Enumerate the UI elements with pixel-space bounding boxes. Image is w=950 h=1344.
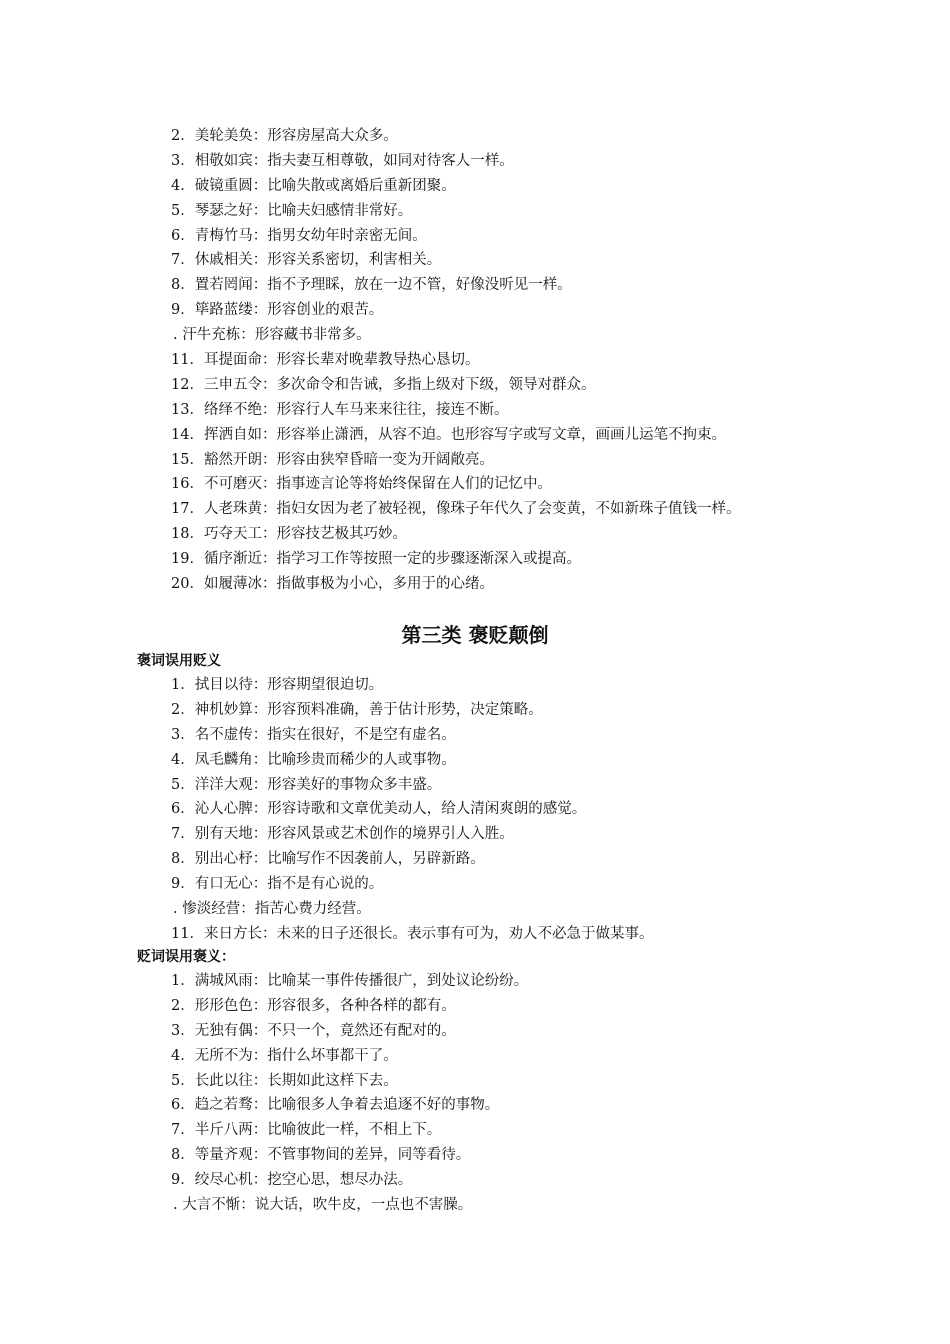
list-item: [0, 1093, 950, 1118]
colon-separator: ：: [252, 851, 268, 868]
item-number: 3．: [171, 152, 195, 169]
idiom-term: 挥洒自如: [203, 426, 262, 443]
list-item: [0, 174, 950, 199]
item-number: 4．: [171, 751, 195, 768]
colon-separator: ：: [252, 1172, 268, 1189]
idiom-definition: 形容美好的事物众多丰盛。: [267, 776, 442, 793]
item-number: 7．: [171, 826, 195, 843]
list-item: [0, 773, 950, 798]
idiom-term: 惨淡经营: [182, 901, 241, 918]
item-number: 6．: [171, 1097, 195, 1114]
idiom-definition: 形容创业的艰苦。: [267, 302, 384, 319]
idiom-definition: 长期如此这样下去。: [267, 1072, 398, 1089]
subheading-blame-as-praise: 贬词误用褒义：: [137, 949, 235, 965]
idiom-term: 别有天地: [194, 826, 253, 843]
list-item: [0, 797, 950, 822]
list-item: [0, 149, 950, 174]
idiom-definition: 形容房屋高大众多。: [267, 128, 398, 144]
idiom-definition: 指妇女因为老了被轻视，像珠子年代久了会变黄，不如新珠子值钱一样。: [276, 501, 741, 518]
list-item: [0, 248, 950, 273]
list-item: [0, 497, 950, 522]
idiom-term: 破镜重圆: [194, 177, 253, 194]
idiom-definition: 比喻彼此一样，不相上下。: [267, 1122, 442, 1139]
colon-separator: ：: [261, 526, 277, 543]
idiom-term: 形形色色: [194, 997, 253, 1014]
list-item: [0, 348, 950, 373]
idiom-term: 循序渐近: [203, 551, 262, 568]
idiom-term: 耳提面命: [203, 352, 262, 369]
item-number: 18．: [171, 526, 204, 543]
colon-separator: ：: [252, 1147, 268, 1164]
item-number: 11．: [171, 925, 204, 942]
idiom-definition: 比喻失散或离婚后重新团聚。: [267, 177, 456, 194]
colon-separator: ：: [252, 302, 268, 319]
idiom-term: 洋洋大观: [194, 776, 253, 793]
idiom-definition: 指什么坏事都干了。: [267, 1047, 398, 1064]
idiom-term: 沁人心脾: [194, 801, 253, 818]
list-item: [0, 723, 950, 748]
idiom-term: 休戚相关: [194, 252, 253, 269]
idiom-term: 人老珠黄: [203, 501, 262, 518]
list-item: [0, 398, 950, 423]
colon-separator: ：: [252, 1097, 268, 1114]
idiom-term: 来日方长: [203, 925, 262, 942]
idiom-definition: 指学习工作等按照一定的步骤逐渐深入或提高。: [276, 551, 581, 568]
colon-separator: ：: [261, 476, 277, 493]
idiom-term: 络绎不绝: [203, 401, 262, 418]
list-item: [0, 423, 950, 448]
idiom-term: 不可磨灭: [203, 476, 262, 493]
colon-separator: ：: [252, 252, 268, 269]
colon-separator: ：: [252, 973, 268, 989]
colon-separator: ：: [261, 451, 277, 468]
list-item: [0, 698, 950, 723]
colon-separator: ：: [252, 677, 268, 693]
colon-separator: ：: [240, 327, 255, 344]
item-number: 1．: [171, 677, 195, 693]
idiom-definition: 比喻写作不因袭前人，另辟新路。: [267, 851, 485, 868]
list-item: [0, 1168, 950, 1193]
idiom-definition: 形容行人车马来来往往，接连不断。: [276, 401, 509, 418]
idiom-term: 神机妙算: [194, 701, 253, 718]
idiom-term: 相敬如宾: [194, 152, 253, 169]
idiom-definition: 形容关系密切，利害相关。: [267, 252, 442, 269]
colon-separator: ：: [261, 426, 277, 443]
idiom-term: 无独有偶: [194, 1022, 253, 1039]
idiom-definition: 未来的日子还很长。表示事有可为，劝人不必急于做某事。: [276, 925, 654, 942]
list-item: [0, 822, 950, 847]
item-number: 9．: [171, 302, 195, 319]
idiom-term: 拭目以待: [194, 677, 253, 693]
list-item: [0, 522, 950, 547]
idiom-term: 筚路蓝缕: [194, 302, 253, 319]
item-number: 2．: [171, 997, 195, 1014]
item-number: 11．: [171, 352, 204, 369]
item-number: 15．: [171, 451, 204, 468]
idiom-definition: 不管事物间的差异，同等看待。: [267, 1147, 471, 1164]
list-item: [0, 1069, 950, 1094]
colon-separator: ：: [252, 701, 268, 718]
item-number: 9．: [171, 1172, 195, 1189]
idiom-definition: 指苦心费力经营。: [254, 901, 371, 918]
item-number: 1．: [171, 973, 195, 989]
item-number: 4．: [171, 1047, 195, 1064]
idiom-definition: 形容风景或艺术创作的境界引人入胜。: [267, 826, 514, 843]
colon-separator: ：: [252, 751, 268, 768]
idiom-definition: 指实在很好，不是空有虚名。: [267, 726, 456, 743]
idiom-term: 长此以往: [194, 1072, 253, 1089]
list-item: [0, 1193, 950, 1218]
item-number: 4．: [171, 177, 195, 194]
idiom-definition: 形容预料准确，善于估计形势，决定策略。: [267, 701, 543, 718]
idiom-term: 别出心杼: [194, 851, 253, 868]
idiom-term: 无所不为: [194, 1047, 253, 1064]
colon-separator: ：: [261, 576, 277, 593]
item-number: 14．: [171, 426, 204, 443]
item-number: 17．: [171, 501, 204, 518]
idiom-term: 琴瑟之好: [194, 202, 253, 219]
item-number: 16．: [171, 476, 204, 493]
colon-separator: ：: [252, 997, 268, 1014]
list-item: [0, 472, 950, 497]
list-item: [0, 547, 950, 572]
idiom-definition: 指夫妻互相尊敬，如同对待客人一样。: [267, 152, 514, 169]
colon-separator: ：: [261, 376, 277, 393]
item-number: 6．: [171, 227, 195, 244]
list-item: [0, 1143, 950, 1168]
item-number: 5．: [171, 202, 195, 219]
idiom-term: 趋之若骛: [194, 1097, 253, 1114]
list-item: [0, 448, 950, 473]
colon-separator: ：: [252, 152, 268, 169]
idiom-term: 豁然开朗: [203, 451, 262, 468]
idiom-term: 绞尽心机: [194, 1172, 253, 1189]
list-item: [0, 872, 950, 897]
idiom-term: 大言不惭: [182, 1197, 241, 1214]
idiom-term: 凤毛麟角: [194, 751, 253, 768]
item-number: 9．: [171, 876, 195, 893]
colon-separator: ：: [252, 801, 268, 818]
colon-separator: ：: [252, 202, 268, 219]
idiom-term: 美轮美奂: [194, 128, 253, 144]
item-number: 3．: [171, 1022, 195, 1039]
colon-separator: ：: [252, 177, 268, 194]
idiom-definition: 多次命令和告诫，多指上级对下级，领导对群众。: [276, 376, 596, 393]
idiom-definition: 指不予理睬，放在一边不管，好像没听见一样。: [267, 277, 572, 294]
idiom-definition: 形容藏书非常多。: [254, 327, 371, 344]
list-item: [0, 847, 950, 872]
idiom-definition: 形容诗歌和文章优美动人，给人清闲爽朗的感觉。: [267, 801, 587, 818]
item-number: 6．: [171, 801, 195, 818]
item-number: 5．: [171, 776, 195, 793]
idiom-term: 半斤八两: [194, 1122, 253, 1139]
idiom-definition: 比喻珍贵而稀少的人或事物。: [267, 751, 456, 768]
idiom-definition: 比喻某一事件传播很广，到处议论纷纷。: [267, 973, 529, 989]
idiom-list-blame-as-praise: [0, 969, 950, 1218]
list-item: [0, 1019, 950, 1044]
list-item: [0, 199, 950, 224]
colon-separator: ：: [252, 227, 268, 244]
idiom-term: 三申五令: [203, 376, 262, 393]
item-number: 8．: [171, 1147, 195, 1164]
idiom-term: 青梅竹马: [194, 227, 253, 244]
colon-separator: ：: [240, 1197, 255, 1214]
item-number: .: [173, 1197, 183, 1214]
colon-separator: ：: [252, 826, 268, 843]
idiom-definition: 指男女幼年时亲密无间。: [267, 227, 427, 244]
colon-separator: ：: [261, 925, 277, 942]
colon-separator: ：: [252, 726, 268, 743]
idiom-definition: 指做事极为小心，多用于的心绪。: [276, 576, 494, 593]
idiom-definition: 指不是有心说的。: [267, 876, 384, 893]
list-item: [0, 273, 950, 298]
item-number: .: [173, 327, 183, 344]
item-number: 20．: [171, 576, 204, 593]
list-item: [0, 748, 950, 773]
idiom-term: 满城风雨: [194, 973, 253, 989]
colon-separator: ：: [252, 1072, 268, 1089]
colon-separator: ：: [252, 776, 268, 793]
colon-separator: ：: [261, 551, 277, 568]
list-item: [0, 572, 950, 597]
item-number: 5．: [171, 1072, 195, 1089]
list-item: [0, 1044, 950, 1069]
colon-separator: ：: [261, 501, 277, 518]
subheading-praise-as-blame: 褒词误用贬义: [137, 653, 221, 669]
idiom-term: 巧夺天工: [203, 526, 262, 543]
list-item: [0, 323, 950, 348]
item-number: 12．: [171, 376, 204, 393]
idiom-definition: 指事迹言论等将始终保留在人们的记忆中。: [276, 476, 552, 493]
item-number: 8．: [171, 851, 195, 868]
list-item: [0, 969, 950, 994]
idiom-definition: 不只一个，竟然还有配对的。: [267, 1022, 456, 1039]
list-item: [0, 673, 950, 698]
item-number: 8．: [171, 277, 195, 294]
colon-separator: ：: [252, 1022, 268, 1039]
colon-separator: ：: [252, 277, 268, 294]
list-item: [0, 994, 950, 1019]
list-item: [0, 373, 950, 398]
list-item: [0, 298, 950, 323]
list-item: [0, 897, 950, 922]
idiom-definition: 形容技艺极其巧妙。: [276, 526, 407, 543]
item-number: 2．: [171, 128, 195, 144]
item-number: 7．: [171, 1122, 195, 1139]
idiom-term: 汗牛充栋: [182, 327, 241, 344]
item-number: 3．: [171, 726, 195, 743]
section-title: 第三类 褒贬颠倒: [401, 623, 549, 647]
idiom-definition: 挖空心思，想尽办法。: [267, 1172, 413, 1189]
item-number: 7．: [171, 252, 195, 269]
list-item: [0, 124, 950, 149]
idiom-term: 如履薄冰: [203, 576, 262, 593]
colon-separator: ：: [252, 1047, 268, 1064]
idiom-list-praise-as-blame: [0, 673, 950, 947]
colon-separator: ：: [261, 352, 277, 369]
idiom-definition: 比喻夫妇感情非常好。: [267, 202, 413, 219]
idiom-definition: 形容长辈对晚辈教导热心恳切。: [276, 352, 480, 369]
item-number: .: [173, 901, 183, 918]
idiom-definition: 说大话，吹牛皮，一点也不害臊。: [254, 1197, 473, 1214]
idiom-definition: 比喻很多人争着去追逐不好的事物。: [267, 1097, 500, 1114]
item-number: 2．: [171, 701, 195, 718]
list-item: [0, 922, 950, 947]
list-item: [0, 224, 950, 249]
colon-separator: ：: [240, 901, 255, 918]
idiom-definition: 形容举止潇洒，从容不迫。也形容写字或写文章，画画儿运笔不拘束。: [276, 426, 726, 443]
idiom-term: 等量齐观: [194, 1147, 253, 1164]
colon-separator: ：: [252, 128, 268, 144]
idiom-term: 名不虚传: [194, 726, 253, 743]
item-number: 13．: [171, 401, 204, 418]
idiom-definition: 形容期望很迫切。: [267, 677, 384, 693]
idiom-term: 置若罔闻: [194, 277, 253, 294]
colon-separator: ：: [252, 876, 268, 893]
idiom-list-section-2: [0, 124, 950, 597]
colon-separator: ：: [261, 401, 277, 418]
idiom-definition: 形容很多，各种各样的都有。: [267, 997, 456, 1014]
idiom-term: 有口无心: [194, 876, 253, 893]
colon-separator: ：: [252, 1122, 268, 1139]
idiom-definition: 形容由狭窄昏暗一变为开阔敞亮。: [276, 451, 494, 468]
item-number: 19．: [171, 551, 204, 568]
list-item: [0, 1118, 950, 1143]
